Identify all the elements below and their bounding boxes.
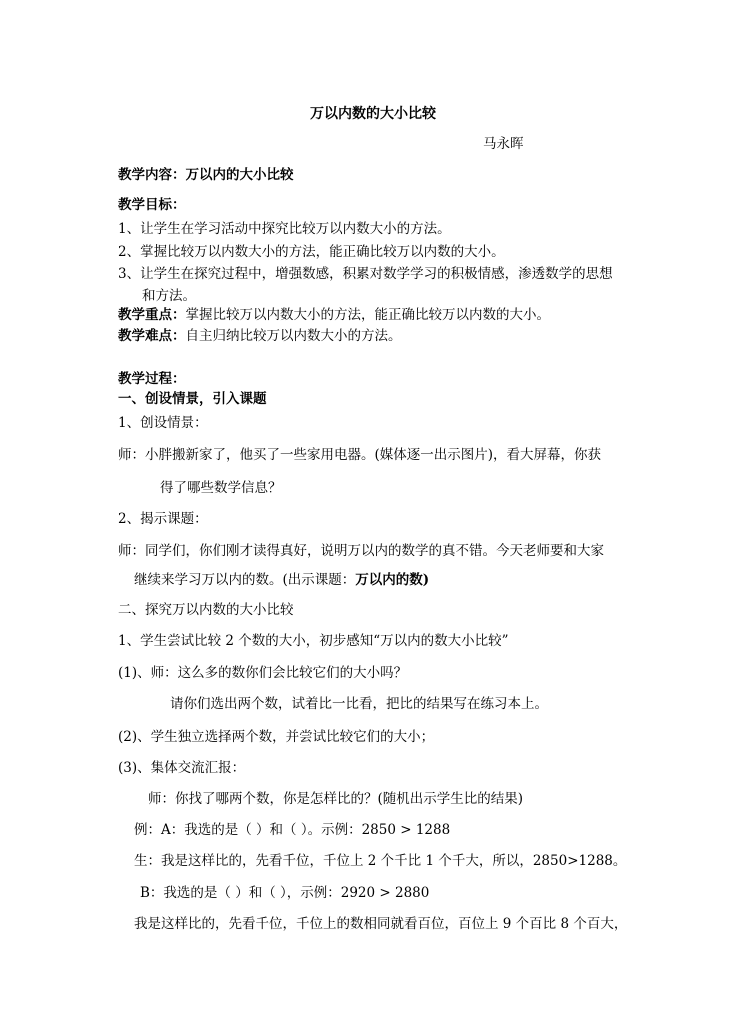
teacher-line: 师：小胖搬新家了，他买了一些家用电器。(媒体逐一出示图片)，看大屏幕，你获 [118, 447, 602, 463]
goal-item-continued: 和方法。 [142, 288, 196, 304]
s1-sub-heading: 2、揭示课题： [118, 511, 208, 527]
student-answer: 生：我是这样比的，先看千位，千位上 2 个千比 1 个千大，所以，2850>1288。 [134, 853, 627, 869]
goal-item: 1、让学生在学习活动中探究比较万以内数大小的方法。 [118, 221, 451, 237]
content-line [118, 166, 294, 184]
step-line: (2)、学生独立选择两个数，并尝试比较它们的大小； [118, 729, 435, 745]
section-2-heading: 二、探究万以内数的大小比较 [118, 602, 294, 618]
step-line: (3)、集体交流汇报： [118, 760, 246, 776]
difficulty-value: 自主归纳比较万以内数大小的方法。 [185, 328, 402, 344]
example-line: 例：A：我选的是（ ）和（ ）。示例：2850 > 1288 [134, 822, 451, 838]
example-line: B：我选的是（ ）和（ ），示例：2920 > 2880 [140, 885, 430, 901]
section-1-heading: 一、创设情景，引入课题 [118, 391, 267, 407]
teacher-line: 师：同学们，你们刚才读得真好，说明万以内的数学的真不错。今天老师要和大家 [118, 543, 604, 559]
goal-item: 2、掌握比较万以内数大小的方法，能正确比较万以内数的大小。 [118, 244, 505, 260]
doc-title: 万以内数的大小比较 [310, 106, 436, 122]
process-heading: 教学过程： [118, 371, 186, 387]
author-name: 马永晖 [483, 136, 524, 152]
teacher-line-continued [134, 571, 429, 589]
lesson-topic: 万以内的数) [355, 572, 430, 588]
content-value: 万以内的大小比较 [185, 167, 294, 183]
key-point-line [118, 306, 550, 324]
s1-sub-heading: 1、创设情景： [118, 415, 208, 431]
difficulty-label: 教学难点： [118, 328, 186, 344]
student-answer: 我是这样比的，先看千位，千位上的数相同就看百位，百位上 9 个百比 8 个百大， [134, 916, 628, 932]
step-detail: 请你们选出两个数，试着比一比看，把比的结果写在练习本上。 [170, 696, 548, 712]
teacher-line-text: 继续来学习万以内的数。(出示课题： [134, 572, 356, 588]
s2-sub-heading: 1、学生尝试比较 2 个数的大小，初步感知“万以内的数大小比较” [118, 633, 509, 649]
teacher-question: 师：你找了哪两个数，你是怎样比的？(随机出示学生比的结果) [148, 791, 524, 807]
teacher-line-continued: 得了哪些数学信息？ [160, 480, 282, 496]
key-point-value: 掌握比较万以内数大小的方法，能正确比较万以内数的大小。 [185, 307, 550, 323]
step-line: (1)、师：这么多的数你们会比较它们的大小吗？ [118, 665, 408, 681]
goal-item: 3、让学生在探究过程中，增强数感，积累对数学学习的积极情感，渗透数学的思想 [118, 266, 613, 282]
content-label: 教学内容： [118, 167, 186, 183]
difficulty-line [118, 327, 402, 345]
goals-heading: 教学目标： [118, 197, 186, 213]
key-point-label: 教学重点： [118, 307, 186, 323]
